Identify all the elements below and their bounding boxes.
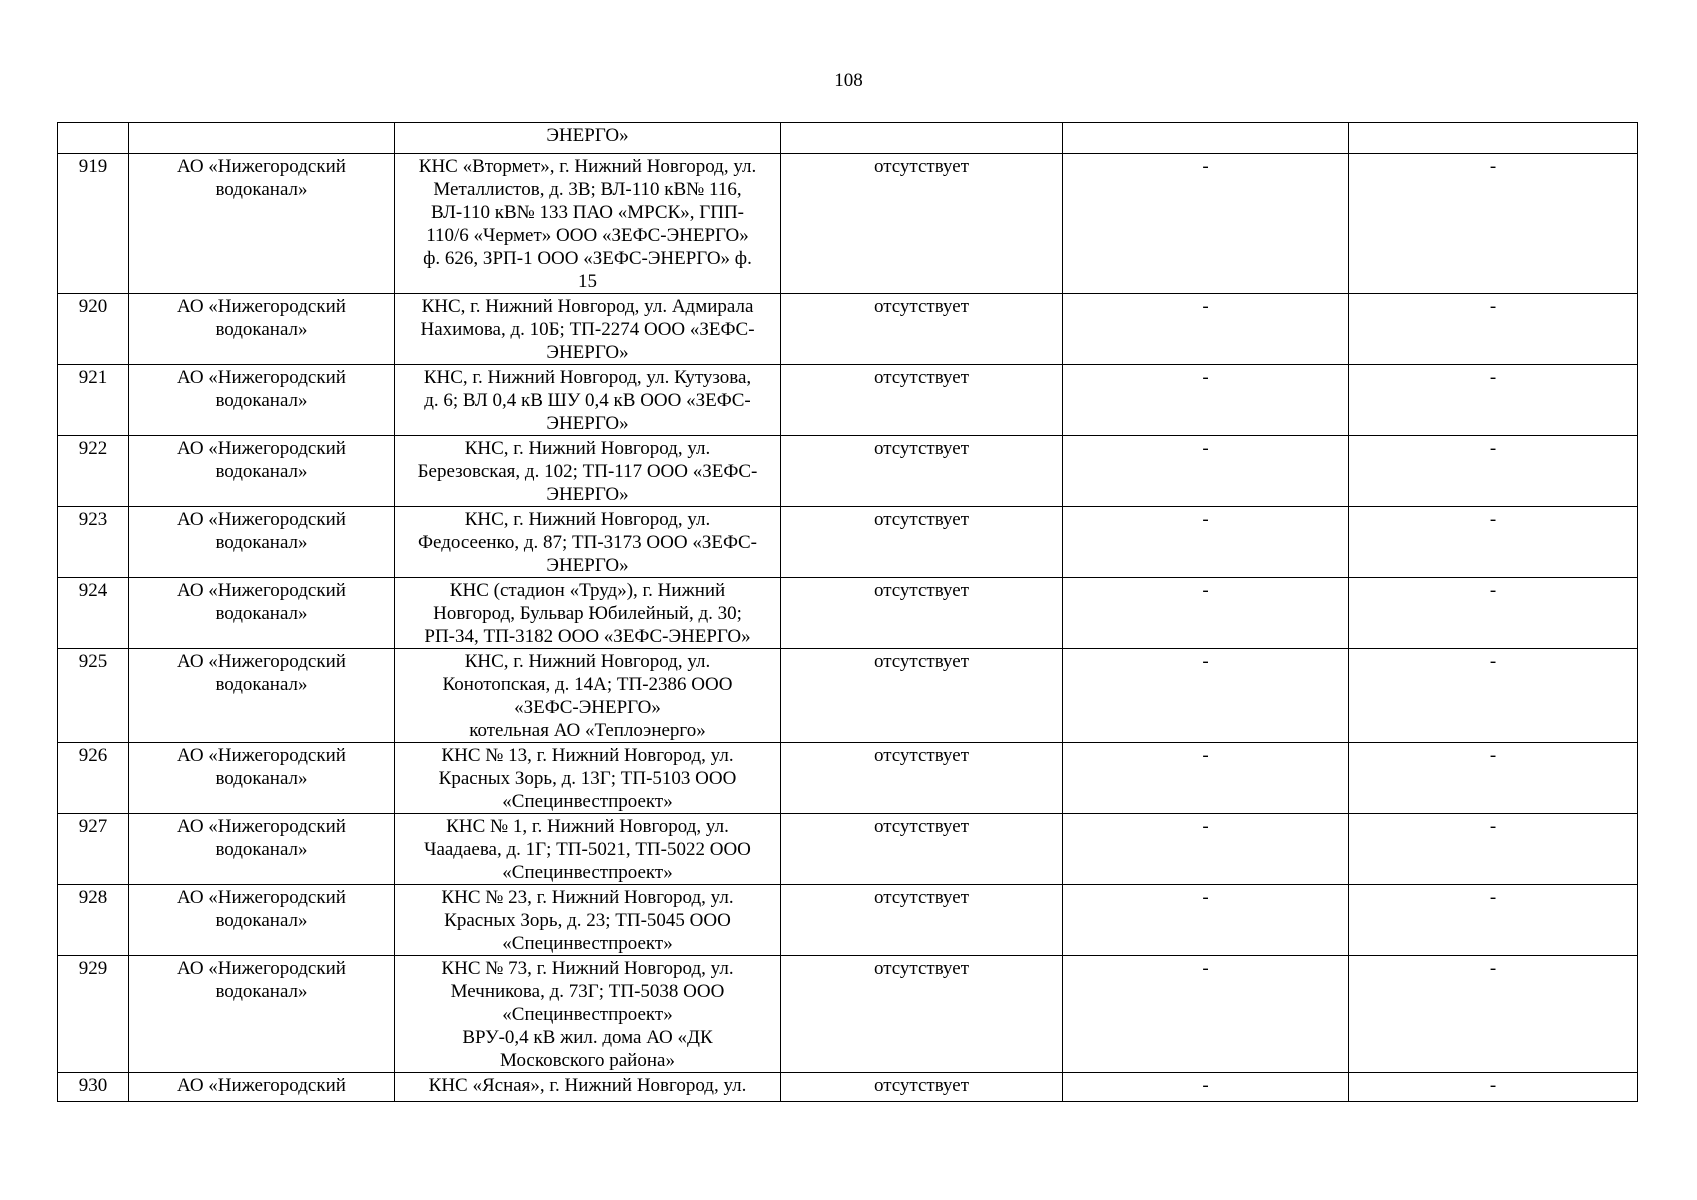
status-cell: отсутствует — [781, 649, 1063, 743]
object-cell: КНС «Ясная», г. Нижний Новгород, ул. — [395, 1073, 781, 1102]
status-cell: отсутствует — [781, 956, 1063, 1073]
status-cell: отсутствует — [781, 578, 1063, 649]
row-number: 924 — [58, 578, 129, 649]
object-cell: КНС, г. Нижний Новгород, ул. Федосеенко, д. 87; ТП-3173 ООО «ЗЕФС- ЭНЕРГО» — [395, 507, 781, 578]
row-number: 921 — [58, 365, 129, 436]
row-number: 922 — [58, 436, 129, 507]
row-number: 930 — [58, 1073, 129, 1102]
column-6-cell: - — [1349, 578, 1638, 649]
column-6-cell: - — [1349, 649, 1638, 743]
column-5-cell: - — [1063, 814, 1349, 885]
column-5-cell: - — [1063, 294, 1349, 365]
column-5-cell: - — [1063, 365, 1349, 436]
status-cell: отсутствует — [781, 507, 1063, 578]
row-number: 919 — [58, 154, 129, 294]
column-5-cell: - — [1063, 885, 1349, 956]
column-5-cell: - — [1063, 154, 1349, 294]
column-5-cell: - — [1063, 956, 1349, 1073]
table-row — [58, 743, 1638, 814]
status-cell: отсутствует — [781, 1073, 1063, 1102]
column-6-cell — [1349, 123, 1638, 154]
table-row — [58, 814, 1638, 885]
row-number: 928 — [58, 885, 129, 956]
column-6-cell: - — [1349, 885, 1638, 956]
organization-cell: АО «Нижегородский водоканал» — [129, 649, 395, 743]
table-row — [58, 1073, 1638, 1102]
table-row — [58, 649, 1638, 743]
column-6-cell: - — [1349, 507, 1638, 578]
organization-cell: АО «Нижегородский водоканал» — [129, 436, 395, 507]
row-number: 926 — [58, 743, 129, 814]
status-cell: отсутствует — [781, 814, 1063, 885]
status-cell: отсутствует — [781, 365, 1063, 436]
row-number: 927 — [58, 814, 129, 885]
organization-cell: АО «Нижегородский водоканал» — [129, 294, 395, 365]
object-cell: КНС «Втормет», г. Нижний Новгород, ул. Металлистов, д. 3В; ВЛ-110 кВ№ 116, ВЛ-110 кВ№ 133 ПАО «МРСК», ГПП- 110/6 «Чермет» ООО «ЗЕФС-ЭНЕРГО» ф. 626, ЗРП-1 ООО «ЗЕФС-ЭНЕРГО» ф. 15 — [395, 154, 781, 294]
table-row — [58, 154, 1638, 294]
row-number — [58, 123, 129, 154]
column-6-cell: - — [1349, 154, 1638, 294]
table-row — [58, 956, 1638, 1073]
organization-cell: АО «Нижегородский водоканал» — [129, 507, 395, 578]
column-5-cell: - — [1063, 436, 1349, 507]
table-row — [58, 365, 1638, 436]
status-cell: отсутствует — [781, 436, 1063, 507]
table-row — [58, 885, 1638, 956]
row-number: 923 — [58, 507, 129, 578]
object-cell: КНС № 13, г. Нижний Новгород, ул. Красных Зорь, д. 13Г; ТП-5103 ООО «Специнвестпроект» — [395, 743, 781, 814]
column-6-cell: - — [1349, 1073, 1638, 1102]
object-cell: КНС, г. Нижний Новгород, ул. Адмирала Нахимова, д. 10Б; ТП-2274 ООО «ЗЕФС- ЭНЕРГО» — [395, 294, 781, 365]
column-5-cell: - — [1063, 649, 1349, 743]
organization-cell — [129, 123, 395, 154]
organization-cell: АО «Нижегородский водоканал» — [129, 956, 395, 1073]
column-6-cell: - — [1349, 436, 1638, 507]
status-cell: отсутствует — [781, 885, 1063, 956]
row-number: 925 — [58, 649, 129, 743]
object-cell: ЭНЕРГО» — [395, 123, 781, 154]
row-number: 929 — [58, 956, 129, 1073]
column-5-cell: - — [1063, 743, 1349, 814]
registry-table — [57, 122, 1638, 1102]
status-cell: отсутствует — [781, 294, 1063, 365]
organization-cell: АО «Нижегородский водоканал» — [129, 578, 395, 649]
object-cell: КНС, г. Нижний Новгород, ул. Кутузова, д. 6; ВЛ 0,4 кВ ШУ 0,4 кВ ООО «ЗЕФС- ЭНЕРГО» — [395, 365, 781, 436]
object-cell: КНС № 1, г. Нижний Новгород, ул. Чаадаева, д. 1Г; ТП-5021, ТП-5022 ООО «Специнвестпроект» — [395, 814, 781, 885]
object-cell: КНС (стадион «Труд»), г. Нижний Новгород, Бульвар Юбилейный, д. 30; РП-34, ТП-3182 ООО «ЗЕФС-ЭНЕРГО» — [395, 578, 781, 649]
column-5-cell — [1063, 123, 1349, 154]
column-6-cell: - — [1349, 956, 1638, 1073]
column-6-cell: - — [1349, 814, 1638, 885]
table-row — [58, 294, 1638, 365]
organization-cell: АО «Нижегородский водоканал» — [129, 743, 395, 814]
column-6-cell: - — [1349, 743, 1638, 814]
object-cell: КНС, г. Нижний Новгород, ул. Конотопская, д. 14А; ТП-2386 ООО «ЗЕФС-ЭНЕРГО» котельная АО «Теплоэнерго» — [395, 649, 781, 743]
organization-cell: АО «Нижегородский водоканал» — [129, 814, 395, 885]
status-cell: отсутствует — [781, 154, 1063, 294]
page-number: 108 — [834, 70, 863, 91]
table-row — [58, 578, 1638, 649]
object-cell: КНС № 23, г. Нижний Новгород, ул. Красных Зорь, д. 23; ТП-5045 ООО «Специнвестпроект» — [395, 885, 781, 956]
organization-cell: АО «Нижегородский водоканал» — [129, 154, 395, 294]
table-row — [58, 123, 1638, 154]
organization-cell: АО «Нижегородский водоканал» — [129, 885, 395, 956]
object-cell: КНС, г. Нижний Новгород, ул. Березовская, д. 102; ТП-117 ООО «ЗЕФС- ЭНЕРГО» — [395, 436, 781, 507]
table-row — [58, 436, 1638, 507]
column-6-cell: - — [1349, 294, 1638, 365]
organization-cell: АО «Нижегородский — [129, 1073, 395, 1102]
status-cell — [781, 123, 1063, 154]
column-5-cell: - — [1063, 1073, 1349, 1102]
column-6-cell: - — [1349, 365, 1638, 436]
object-cell: КНС № 73, г. Нижний Новгород, ул. Мечникова, д. 73Г; ТП-5038 ООО «Специнвестпроект» ВРУ-0,4 кВ жил. дома АО «ДК Московского района» — [395, 956, 781, 1073]
column-5-cell: - — [1063, 578, 1349, 649]
organization-cell: АО «Нижегородский водоканал» — [129, 365, 395, 436]
status-cell: отсутствует — [781, 743, 1063, 814]
row-number: 920 — [58, 294, 129, 365]
column-5-cell: - — [1063, 507, 1349, 578]
table-row — [58, 507, 1638, 578]
